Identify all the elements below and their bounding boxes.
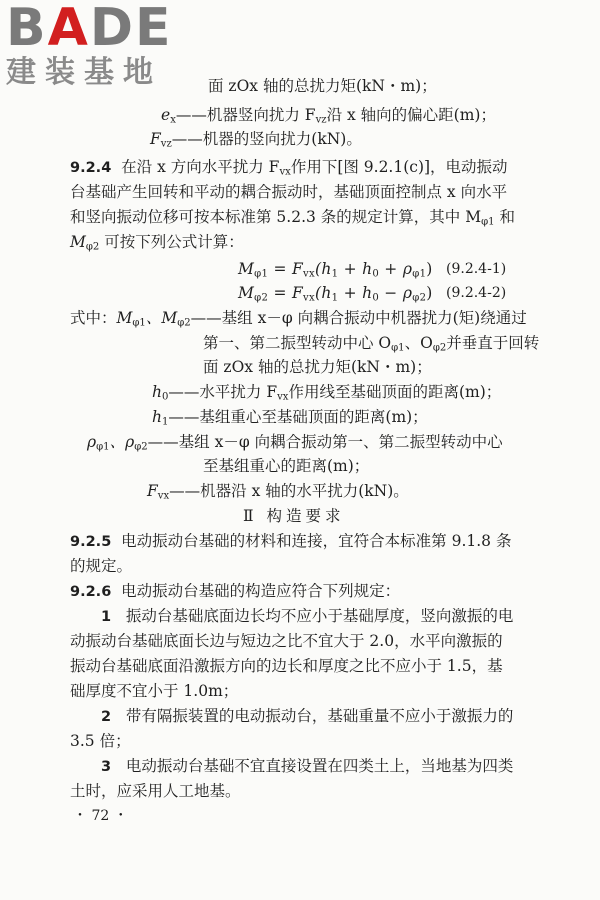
- clause-number: 9.2.5: [70, 534, 112, 550]
- def-rho-line-1: $\rho_{\varphi 1}$、$\rho_{\varphi 2}——$基组 x－φ 向耦合振动第一、第二振型转动中心: [87, 433, 503, 453]
- page-number: ・ 72 ・: [73, 808, 128, 824]
- clause-number: 9.2.4: [70, 160, 112, 176]
- clause-9-2-4-line-3: 和竖向振动位移可按本标准第 5.2.3 条的规定计算，其中 $M_{\varphi 1}$ 和: [70, 208, 515, 228]
- clause-9-2-4-line-2: 台基础产生回转和平动的耦合振动时，基础顶面控制点 x 向水平: [70, 183, 508, 201]
- clause-9-2-6-intro: 9.2.6 电动振动台基础的构造应符合下列规定：: [70, 582, 401, 600]
- item-3-line-1: 3 电动振动台基础不宜直接设置在四类土上，当地基为四类: [101, 757, 514, 775]
- def-m-line-3: 面 zOx 轴的总扰力矩(kN・m)；: [203, 358, 432, 376]
- item-3-line-2: 土时，应采用人工地基。: [70, 782, 241, 800]
- def-m-line-1: 式中：$M_{\varphi 1}$、$M_{\varphi 2}——$基组 x－φ 向耦合振动中机器扰力(矩)绕通过: [70, 309, 527, 329]
- clause-9-2-4-line-4: $M_{\varphi 2}$ 可按下列公式计算：: [70, 233, 244, 253]
- equation-number-1: (9.2.4-1): [446, 261, 507, 277]
- clause-9-2-5-line-2: 的规定。: [70, 557, 133, 575]
- logo-latin: BADE: [6, 0, 173, 58]
- section-heading: Ⅱ 构造要求: [243, 507, 345, 525]
- equation-9-2-4-2: $M_{\varphi 2} = F_{vx}(h_1 + h_0 - \rho_{\varphi 2})$: [238, 284, 433, 304]
- def-h0: $h_0——$水平扰力 $F_{vx}$作用线至基础顶面的距离(m)；: [152, 383, 502, 403]
- clause-9-2-5-line-1: 9.2.5 电动振动台基础的材料和连接，宜符合本标准第 9.1.8 条: [70, 532, 512, 550]
- def-fvz: $F_{vz}——$机器的竖向扰力(kN)。: [150, 130, 362, 150]
- continuation-line: 面 zOx 轴的总扰力矩(kN・m)；: [208, 77, 437, 95]
- item-1-line-1: 1 振动台基础底面边长均不应小于基础厚度，竖向激振的电: [101, 607, 514, 625]
- def-h1: $h_1——$基组重心至基础顶面的距离(m)；: [152, 408, 428, 428]
- clause-9-2-4-line-1: 9.2.4 在沿 x 方向水平扰力 $F_{vx}$作用下[图 9.2.1(c)]，电动振动: [70, 158, 508, 178]
- item-1-line-2: 动振动台基础底面长边与短边之比不宜大于 2.0，水平向激振的: [70, 632, 503, 650]
- item-2-line-2: 3.5 倍；: [70, 732, 131, 750]
- logo-accent-letter: A: [47, 0, 90, 58]
- def-m-line-2: 第一、第二振型转动中心 $O_{\varphi 1}$、$O_{\varphi 2}$并垂直于回转: [203, 334, 540, 354]
- def-rho-line-2: 至基组重心的距离(m)；: [203, 457, 370, 475]
- item-1-line-3: 振动台基础底面沿激振方向的边长和厚度之比不应小于 1.5，基: [70, 657, 503, 675]
- logo-chinese: 建装基地: [6, 55, 162, 90]
- def-ex: $e_x——$机器竖向扰力 $F_{vz}$沿 x 轴向的偏心距(m)；: [161, 106, 496, 126]
- item-2-line-1: 2 带有隔振装置的电动振动台，基础重量不应小于激振力的: [101, 707, 514, 725]
- equation-9-2-4-1: $M_{\varphi 1} = F_{vx}(h_1 + h_0 + \rho_{\varphi 1})$: [238, 260, 433, 280]
- equation-number-2: (9.2.4-2): [446, 285, 507, 301]
- clause-number: 9.2.6: [70, 584, 112, 600]
- item-1-line-4: 础厚度不宜小于 1.0m；: [70, 682, 239, 700]
- def-fvx: $F_{vx}——$机器沿 x 轴的水平扰力(kN)。: [147, 482, 409, 502]
